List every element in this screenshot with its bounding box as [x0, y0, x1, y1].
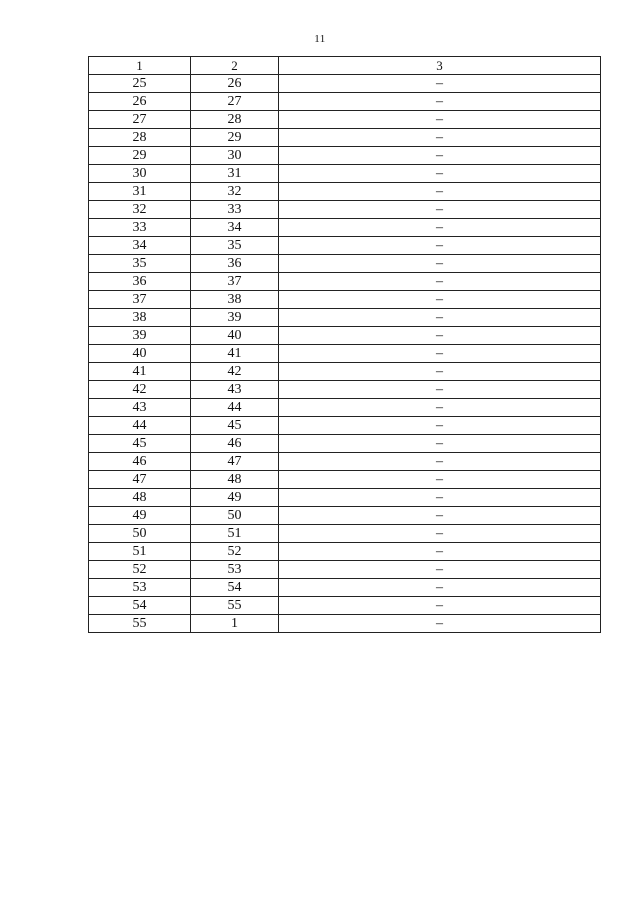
table-cell-col-2: 32 — [191, 183, 279, 201]
table-cell-col-1: 25 — [89, 75, 191, 93]
table-row — [89, 327, 601, 345]
column-header-3: 3 — [279, 57, 601, 75]
table-row — [89, 219, 601, 237]
table-cell-col-1: 37 — [89, 291, 191, 309]
data-table-container — [88, 56, 600, 633]
table-cell-col-2: 44 — [191, 399, 279, 417]
table-row — [89, 183, 601, 201]
table-cell-col-3: – — [279, 561, 601, 579]
table-cell-col-1: 36 — [89, 273, 191, 291]
table-cell-col-1: 28 — [89, 129, 191, 147]
table-cell-col-2: 29 — [191, 129, 279, 147]
table-cell-col-3: – — [279, 543, 601, 561]
table-cell-col-1: 44 — [89, 417, 191, 435]
table-cell-col-3: – — [279, 219, 601, 237]
table-cell-col-1: 35 — [89, 255, 191, 273]
column-header-1: 1 — [89, 57, 191, 75]
table-cell-col-2: 50 — [191, 507, 279, 525]
table-cell-col-2: 54 — [191, 579, 279, 597]
table-row — [89, 615, 601, 633]
table-cell-col-2: 26 — [191, 75, 279, 93]
table-row — [89, 75, 601, 93]
table-header — [89, 57, 601, 75]
table-cell-col-2: 30 — [191, 147, 279, 165]
table-cell-col-2: 27 — [191, 93, 279, 111]
table-cell-col-2: 28 — [191, 111, 279, 129]
table-cell-col-3: – — [279, 93, 601, 111]
table-cell-col-1: 31 — [89, 183, 191, 201]
table-cell-col-1: 41 — [89, 363, 191, 381]
table-row — [89, 381, 601, 399]
table-cell-col-3: – — [279, 453, 601, 471]
table-cell-col-3: – — [279, 237, 601, 255]
table-cell-col-2: 36 — [191, 255, 279, 273]
table-cell-col-2: 55 — [191, 597, 279, 615]
table-cell-col-3: – — [279, 291, 601, 309]
table-cell-col-1: 33 — [89, 219, 191, 237]
table-cell-col-2: 39 — [191, 309, 279, 327]
table-cell-col-3: – — [279, 129, 601, 147]
table-row — [89, 597, 601, 615]
table-row — [89, 291, 601, 309]
table-cell-col-2: 40 — [191, 327, 279, 345]
table-row — [89, 363, 601, 381]
table-cell-col-1: 27 — [89, 111, 191, 129]
table-cell-col-1: 32 — [89, 201, 191, 219]
table-cell-col-3: – — [279, 255, 601, 273]
table-cell-col-3: – — [279, 345, 601, 363]
table-cell-col-2: 52 — [191, 543, 279, 561]
table-cell-col-2: 37 — [191, 273, 279, 291]
table-cell-col-1: 26 — [89, 93, 191, 111]
table-row — [89, 237, 601, 255]
table-cell-col-2: 35 — [191, 237, 279, 255]
table-row — [89, 129, 601, 147]
table-cell-col-2: 49 — [191, 489, 279, 507]
table-cell-col-3: – — [279, 309, 601, 327]
table-cell-col-3: – — [279, 111, 601, 129]
table-cell-col-1: 55 — [89, 615, 191, 633]
table-cell-col-2: 53 — [191, 561, 279, 579]
table-cell-col-3: – — [279, 507, 601, 525]
table-cell-col-2: 31 — [191, 165, 279, 183]
table-cell-col-1: 29 — [89, 147, 191, 165]
table-cell-col-3: – — [279, 399, 601, 417]
table-cell-col-1: 42 — [89, 381, 191, 399]
table-cell-col-3: – — [279, 165, 601, 183]
table-cell-col-3: – — [279, 273, 601, 291]
table-cell-col-3: – — [279, 183, 601, 201]
table-cell-col-3: – — [279, 381, 601, 399]
table-row — [89, 111, 601, 129]
table-cell-col-2: 51 — [191, 525, 279, 543]
table-cell-col-3: – — [279, 615, 601, 633]
table-body — [89, 75, 601, 633]
table-row — [89, 201, 601, 219]
table-cell-col-2: 43 — [191, 381, 279, 399]
table-cell-col-1: 52 — [89, 561, 191, 579]
table-cell-col-1: 51 — [89, 543, 191, 561]
table-cell-col-3: – — [279, 327, 601, 345]
table-cell-col-2: 46 — [191, 435, 279, 453]
table-row — [89, 417, 601, 435]
table-row — [89, 309, 601, 327]
column-header-2: 2 — [191, 57, 279, 75]
table-row — [89, 543, 601, 561]
table-cell-col-3: – — [279, 147, 601, 165]
table-row — [89, 525, 601, 543]
table-row — [89, 273, 601, 291]
table-cell-col-3: – — [279, 489, 601, 507]
table-cell-col-3: – — [279, 579, 601, 597]
table-cell-col-3: – — [279, 435, 601, 453]
table-row — [89, 489, 601, 507]
table-cell-col-2: 42 — [191, 363, 279, 381]
table-cell-col-2: 38 — [191, 291, 279, 309]
table-cell-col-2: 47 — [191, 453, 279, 471]
table-row — [89, 579, 601, 597]
table-cell-col-1: 47 — [89, 471, 191, 489]
table-cell-col-3: – — [279, 75, 601, 93]
table-cell-col-1: 39 — [89, 327, 191, 345]
table-cell-col-1: 50 — [89, 525, 191, 543]
table-header-row — [89, 57, 601, 75]
table-cell-col-1: 30 — [89, 165, 191, 183]
table-cell-col-3: – — [279, 201, 601, 219]
table-cell-col-2: 48 — [191, 471, 279, 489]
table-row — [89, 93, 601, 111]
table-cell-col-1: 34 — [89, 237, 191, 255]
table-row — [89, 399, 601, 417]
table-cell-col-1: 49 — [89, 507, 191, 525]
table-cell-col-1: 54 — [89, 597, 191, 615]
table-cell-col-1: 48 — [89, 489, 191, 507]
table-row — [89, 561, 601, 579]
table-cell-col-3: – — [279, 417, 601, 435]
table-cell-col-3: – — [279, 363, 601, 381]
table-row — [89, 435, 601, 453]
table-row — [89, 255, 601, 273]
table-cell-col-1: 40 — [89, 345, 191, 363]
table-cell-col-3: – — [279, 471, 601, 489]
table-row — [89, 345, 601, 363]
table-cell-col-2: 33 — [191, 201, 279, 219]
table-cell-col-3: – — [279, 597, 601, 615]
table-row — [89, 453, 601, 471]
table-cell-col-2: 1 — [191, 615, 279, 633]
table-cell-col-1: 38 — [89, 309, 191, 327]
table-cell-col-1: 53 — [89, 579, 191, 597]
table-cell-col-2: 34 — [191, 219, 279, 237]
data-table — [88, 56, 601, 633]
table-cell-col-1: 43 — [89, 399, 191, 417]
table-cell-col-3: – — [279, 525, 601, 543]
table-row — [89, 507, 601, 525]
table-row — [89, 147, 601, 165]
page-number: 11 — [314, 33, 326, 45]
table-cell-col-2: 41 — [191, 345, 279, 363]
table-cell-col-1: 45 — [89, 435, 191, 453]
table-row — [89, 165, 601, 183]
table-cell-col-2: 45 — [191, 417, 279, 435]
table-cell-col-1: 46 — [89, 453, 191, 471]
table-row — [89, 471, 601, 489]
